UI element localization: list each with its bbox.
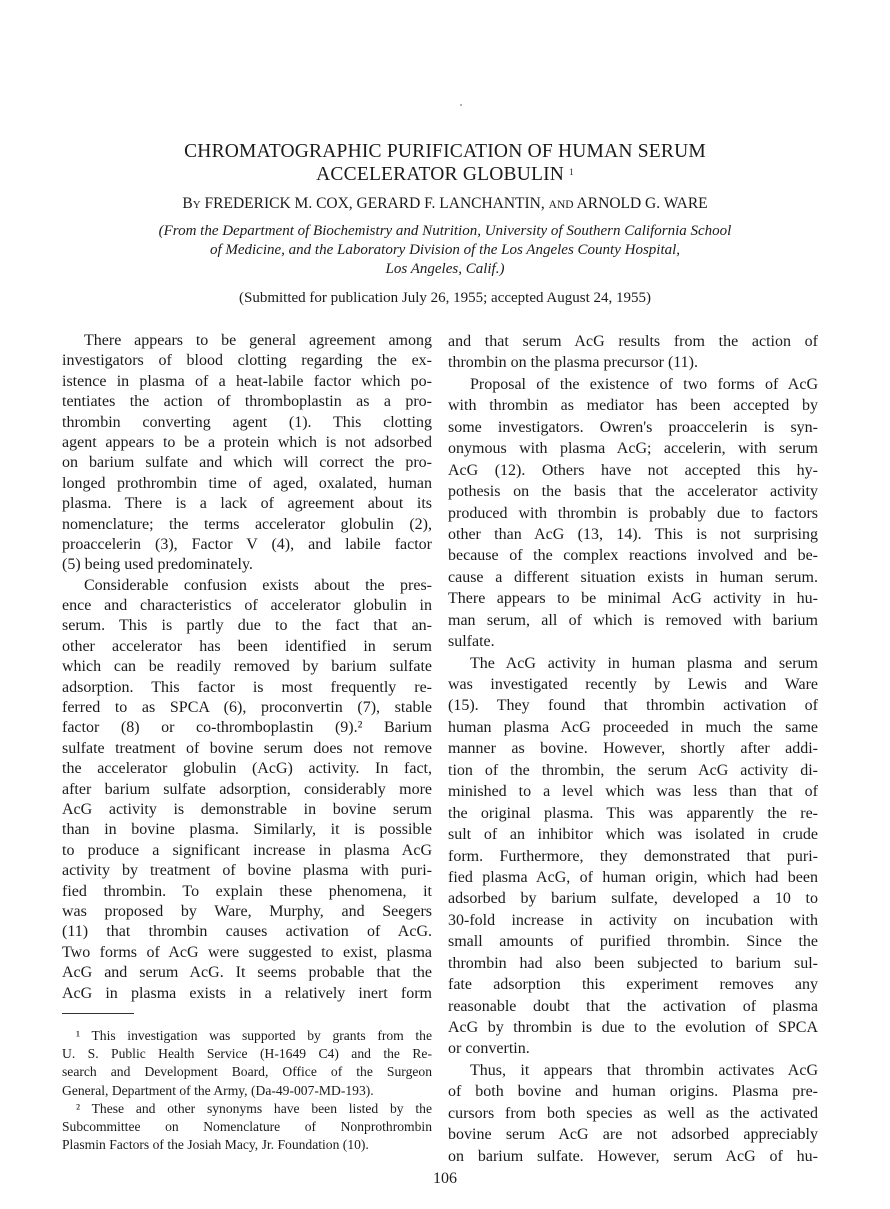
text-line: fied thrombin. To explain these phenomena, it — [62, 882, 432, 900]
affiliation-line: of Medicine, and the Laboratory Division of the Los Angeles County Hospital, — [209, 242, 681, 258]
footnote — [62, 1100, 432, 1155]
text-line: adsorbed by barium sulfate, developed a 10 to — [448, 890, 818, 908]
text-line: thrombin on the plasma precursor (11). — [448, 354, 699, 372]
author-names: FREDERICK M. COX, GERARD F. LANCHANTIN, — [204, 195, 545, 212]
text-line: There appears to be minimal AcG activity in hu- — [448, 590, 818, 608]
footnote — [62, 1027, 432, 1100]
paragraph — [62, 331, 432, 576]
text-line: minished to a level which was less than that of — [448, 783, 818, 801]
page-number: 106 — [433, 1170, 457, 1187]
text-line: There appears to be general agreement among — [84, 332, 432, 349]
text-line: (15). They found that thrombin activation of — [448, 697, 818, 715]
text-line: bovine serum AcG are not adsorbed appreciably — [448, 1126, 818, 1144]
text-line: onymous with plasma AcG; accelerin, with serum — [448, 440, 818, 458]
text-line: was proposed by Ware, Murphy, and Seegers — [62, 902, 432, 920]
text-line: cursors from both species as well as the activated — [448, 1104, 818, 1122]
title-line-1: CHROMATOGRAPHIC PURIFICATION OF HUMAN SERUM — [184, 141, 706, 162]
text-line: Considerable confusion exists about the pres- — [84, 576, 432, 594]
title-footnote-mark: 1 — [569, 167, 574, 177]
affiliation — [0, 222, 890, 279]
text-line: after barium sulfate adsorption, considerably more — [62, 780, 432, 798]
text-line: Two forms of AcG were suggested to exist, plasma — [62, 943, 432, 961]
text-line: AcG and serum AcG. It seems probable that the — [62, 964, 432, 982]
text-line: ferred to as SPCA (6), proconvertin (7), stable — [62, 699, 432, 717]
author-last: ARNOLD G. WARE — [576, 195, 708, 212]
text-line: which can be readily removed by barium sulfate — [62, 658, 432, 676]
text-line: some investigators. Owren's proaccelerin is syn- — [448, 418, 818, 436]
text-line: istence in plasma of a heat-labile factor which po- — [62, 372, 432, 390]
text-line: man serum, all of which is removed with barium — [448, 611, 818, 629]
text-line: of both bovine and human origins. Plasma pre- — [448, 1083, 818, 1101]
text-line: plasma. There is a lack of agreement about its — [62, 495, 432, 513]
text-line: Proposal of the existence of two forms of AcG — [470, 375, 818, 393]
text-line: because of the complex reactions involved and be- — [448, 547, 818, 565]
text-line: tentiates the action of thromboplastin as a pro- — [62, 393, 432, 411]
text-line: Plasmin Factors of the Josiah Macy, Jr. Foundation (10). — [62, 1137, 369, 1153]
text-line: reasonable doubt that the activation of plasma — [448, 997, 818, 1015]
text-line: 30-fold increase in activity on incubation with — [448, 911, 818, 929]
text-line: human plasma AcG proceeded in much the same — [448, 718, 818, 736]
text-line: factor (8) or co-thromboplastin (9).² Barium — [62, 719, 432, 737]
text-line: other accelerator has been identified in serum — [62, 637, 432, 655]
text-line: activity by treatment of bovine plasma with puri- — [62, 862, 432, 880]
text-line: agent appears to be a protein which is not adsorbed — [62, 433, 432, 451]
scan-speck — [460, 104, 462, 106]
text-line: sult of an inhibitor which was isolated in crude — [448, 826, 818, 844]
footnotes — [62, 1027, 432, 1154]
text-line: and that serum AcG results from the action of — [448, 333, 818, 350]
text-line: on barium sulfate. However, serum AcG of hu- — [448, 1147, 818, 1165]
title-text: ACCELERATOR GLOBULIN — [316, 164, 565, 185]
article-title — [0, 140, 890, 186]
text-line: U. S. Public Health Service (H-1649 C4) and the Re- — [62, 1046, 432, 1062]
text-line: search and Development Board, Office of the Surgeon — [62, 1064, 432, 1080]
text-line: ence and characteristics of accelerator globulin in — [62, 597, 432, 615]
text-line: Thus, it appears that thrombin activates AcG — [470, 1061, 818, 1079]
right-column — [448, 331, 818, 1167]
text-line: sulfate. — [448, 633, 495, 651]
text-line: (11) that thrombin causes activation of AcG. — [62, 923, 432, 941]
text-line: on barium sulfate and which will correct the pro- — [62, 454, 432, 472]
text-line: to produce a significant increase in plasma AcG — [62, 841, 432, 859]
text-line: longed prothrombin time of aged, oxalated, human — [62, 474, 432, 492]
text-line: sulfate treatment of bovine serum does not remove — [62, 739, 432, 757]
paragraph — [62, 576, 432, 1004]
text-line: Subcommittee on Nomenclature of Nonprothrombin — [62, 1119, 432, 1135]
text-line: the original plasma. This was apparently the re- — [448, 804, 818, 822]
text-line: tion of the thrombin, the serum AcG activity di- — [448, 761, 818, 779]
text-line: AcG in plasma exists in a relatively inert form — [62, 984, 432, 1002]
left-column — [62, 331, 432, 1004]
paragraph — [448, 374, 818, 653]
text-line: with thrombin as mediator has been accepted by — [448, 397, 818, 415]
text-line: cause a different situation exists in human serum. — [448, 568, 818, 586]
text-line: General, Department of the Army, (Da-49-007-MD-193). — [62, 1082, 374, 1098]
text-line: nomenclature; the terms accelerator globulin (2), — [62, 515, 432, 533]
footnote-rule — [62, 1013, 134, 1014]
authors-and: AND — [548, 199, 574, 211]
text-line: ¹ This investigation was supported by grants from the — [76, 1028, 432, 1043]
text-line: thrombin converting agent (1). This clotting — [62, 413, 432, 431]
affiliation-line: (From the Department of Biochemistry and Nutrition, University of Southern California School — [158, 223, 732, 239]
paragraph — [448, 331, 818, 374]
text-line: than in bovine plasma. Similarly, it is possible — [62, 821, 432, 839]
text-line: was investigated recently by Lewis and Ware — [448, 676, 818, 693]
title-line-2 — [0, 163, 890, 186]
text-line: proaccelerin (3), Factor V (4), and labile factor — [62, 535, 432, 553]
text-line: other than AcG (13, 14). This is not surprising — [448, 525, 818, 543]
text-line: manner as bovine. However, shortly after addi- — [448, 740, 818, 758]
authors — [0, 195, 890, 213]
authors-by: By — [182, 195, 201, 212]
text-line: or convertin. — [448, 1040, 530, 1058]
text-line: thrombin had also been subjected to barium sul- — [448, 954, 818, 972]
text-line: AcG by thrombin is due to the evolution of SPCA — [448, 1019, 818, 1036]
text-line: AcG (12). Others have not accepted this hy- — [448, 461, 818, 479]
text-line: fied plasma AcG, of human origin, which had been — [448, 868, 818, 886]
text-line: fate adsorption this experiment removes any — [448, 976, 818, 994]
text-line: form. Furthermore, they demonstrated that puri- — [448, 847, 818, 865]
text-line: pothesis on the basis that the accelerator activity — [448, 483, 818, 501]
text-line: the accelerator globulin (AcG) activity. In fact, — [62, 760, 432, 778]
text-line: small amounts of purified thrombin. Since the — [448, 933, 818, 951]
text-line: The AcG activity in human plasma and serum — [470, 654, 818, 672]
text-line: (5) being used predominately. — [62, 556, 253, 574]
text-line: investigators of blood clotting regarding the ex- — [62, 352, 432, 370]
text-line: produced with thrombin is probably due to factors — [448, 504, 818, 522]
submission-dates: (Submitted for publication July 26, 1955; accepted August 24, 1955) — [238, 290, 652, 306]
affiliation-line: Los Angeles, Calif.) — [385, 261, 505, 277]
text-line: serum. This is partly due to the fact that an- — [62, 617, 432, 635]
text-line: ² These and other synonyms have been listed by the — [76, 1100, 432, 1116]
paragraph — [448, 1060, 818, 1167]
text-line: adsorption. This factor is most frequently re- — [62, 678, 432, 696]
text-line: AcG activity is demonstrable in bovine serum — [62, 800, 432, 818]
paragraph — [448, 653, 818, 1060]
